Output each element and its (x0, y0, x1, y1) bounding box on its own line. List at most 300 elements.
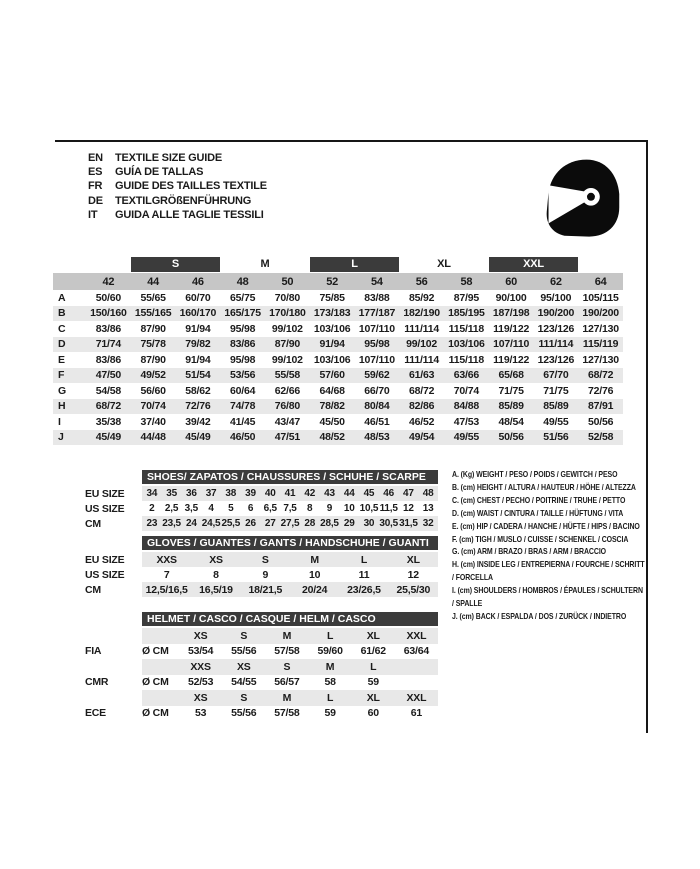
size-value-cell: 83/88 (364, 291, 390, 304)
size-value-cell: 76/80 (274, 400, 301, 413)
helmet-size-cell: XS (193, 691, 208, 704)
table-cell: 28 (304, 518, 316, 529)
textile-size-table (53, 257, 623, 445)
size-value-cell: 87/91 (587, 400, 614, 413)
table-cell: 11,5 (379, 503, 398, 514)
table-row-cells (142, 567, 438, 582)
table-cell: 8 (213, 568, 219, 581)
size-value-cell: 190/200 (582, 307, 619, 320)
textile-row-label: H (58, 400, 66, 413)
table-cell: 4 (208, 503, 214, 514)
size-value-cell: 185/195 (448, 307, 485, 320)
size-value-cell: 78/82 (319, 400, 345, 413)
helmet-size-cell: XS (236, 660, 251, 673)
table-cell: 23,5 (162, 518, 181, 529)
size-value-cell: 63/66 (453, 369, 480, 382)
size-value-cell: 72/76 (587, 384, 614, 397)
size-value-cell: 44/48 (140, 431, 166, 444)
table-cell: 29 (343, 518, 355, 529)
table-cell: 34 (146, 488, 158, 499)
size-value-cell: 95/100 (540, 291, 572, 304)
table-cell: L (360, 553, 368, 566)
size-value-cell: 99/102 (406, 338, 438, 351)
size-value-cell: 45/50 (319, 415, 345, 428)
size-value-cell: 119/122 (493, 322, 530, 335)
legend-item: D. (cm) WAIST / CINTURA / TAILLE / HÜFTUNG / VITA (452, 507, 624, 518)
helmet-size-cell: S (283, 660, 291, 673)
size-value-cell: 45/49 (95, 431, 122, 444)
legend-item: I. (cm) SHOULDERS / HOMBROS / ÉPAULES / SCHULTERN / SPALLE (452, 585, 643, 609)
textile-row (53, 399, 623, 415)
legend-item: J. (cm) BACK / ESPALDA / DOS / ZURÜCK / INDIETRO (452, 610, 627, 621)
size-value-cell: 61/63 (408, 369, 435, 382)
table-cell: 36 (185, 488, 197, 499)
table-cell: 27,5 (280, 518, 300, 529)
size-group-label: XL (437, 258, 451, 270)
textile-row (53, 306, 623, 322)
table-cell: 6,5 (263, 503, 277, 514)
textile-row (53, 368, 623, 384)
size-group-label: L (310, 257, 400, 272)
size-value-cell: 107/110 (358, 353, 395, 366)
size-value-cell: 95/98 (229, 353, 256, 366)
size-value-cell: 111/114 (404, 322, 440, 335)
size-value-cell: 87/95 (453, 291, 480, 304)
language-row (88, 208, 267, 222)
size-value-cell: 39/42 (185, 415, 211, 428)
table-cell: 18/21,5 (248, 583, 283, 596)
size-value-cell: 49/55 (543, 415, 569, 428)
legend-item: F. (cm) TIGH / MUSLO / CUISSE / SCHENKEL / COSCIA (452, 533, 629, 544)
size-value-cell: 46/50 (229, 431, 256, 444)
helmet-value-cell: 59/60 (317, 645, 343, 658)
size-value-cell: 155/165 (134, 307, 172, 320)
size-value-cell: 150/160 (90, 307, 127, 320)
table-cell: 10 (343, 503, 355, 514)
size-value-cell: 173/183 (313, 307, 351, 320)
size-value-cell: 41/45 (229, 415, 256, 428)
table-cell: 48 (422, 488, 434, 499)
size-group-label: M (260, 258, 270, 270)
table-row (85, 501, 438, 516)
size-value-cell: 71/75 (498, 384, 524, 397)
size-value-cell: 53/56 (229, 369, 256, 382)
size-value-cell: 58/62 (185, 384, 211, 397)
size-value-cell: 75/78 (140, 338, 166, 351)
size-group-row (53, 257, 623, 272)
table-cell: 7,5 (283, 503, 297, 514)
language-title: GUIDA ALLE TAGLIE TESSILI (115, 208, 264, 221)
language-header-list (88, 151, 267, 222)
numeric-size-cell: 50 (281, 275, 294, 288)
textile-row (53, 337, 623, 353)
size-value-cell: 115/119 (582, 338, 619, 351)
size-value-cell: 54/58 (95, 384, 122, 397)
size-value-cell: 70/80 (274, 291, 301, 304)
size-value-cell: 60/70 (185, 291, 211, 304)
table-row (85, 552, 438, 567)
size-value-cell: 68/72 (587, 369, 614, 382)
standard-label: FIA (85, 645, 102, 658)
size-value-cell: 99/102 (271, 322, 303, 335)
legend-item: E. (cm) HIP / CADERA / HANCHE / HÜFTE / HIPS / BACINO (452, 520, 640, 531)
table-header-bar: GLOVES / GUANTES / GANTS / HANDSCHUHE / GUANTI (142, 536, 438, 550)
language-row (88, 194, 267, 208)
helmet-value-cell: 55/56 (231, 645, 257, 658)
helmet-unit-label: Ø CM (142, 707, 169, 720)
table-row-cells (142, 659, 438, 675)
table-cell: 44 (343, 488, 355, 499)
size-value-cell: 127/130 (582, 322, 619, 335)
table-cell: 10,5 (359, 503, 379, 514)
table-cell: 39 (245, 488, 256, 499)
size-value-cell: 87/90 (274, 338, 301, 351)
table-row-cells (142, 628, 438, 644)
table-cell: 26 (245, 518, 256, 529)
table-cell: 20/24 (302, 583, 328, 596)
size-value-cell: 67/70 (543, 369, 569, 382)
textile-row (53, 352, 623, 368)
size-value-cell: 66/70 (364, 384, 390, 397)
language-title: GUÍA DE TALLAS (115, 166, 204, 179)
helmet-unit-label: Ø CM (142, 645, 169, 658)
helmet-value-row (85, 644, 438, 660)
language-title: TEXTILE SIZE GUIDE (115, 152, 223, 164)
size-value-cell: 91/94 (185, 322, 211, 335)
size-value-cell: 65/68 (498, 369, 524, 382)
size-value-cell: 107/110 (358, 322, 395, 335)
helmet-value-cell: 52/53 (187, 676, 214, 689)
size-value-cell: 59/62 (364, 369, 390, 382)
size-value-cell: 46/51 (364, 415, 390, 428)
size-value-cell: 74/78 (229, 400, 256, 413)
table-row-label: EU SIZE (85, 487, 125, 500)
size-value-cell: 83/86 (95, 353, 122, 366)
table-cell: 12 (403, 503, 414, 514)
size-value-cell: 46/52 (408, 415, 435, 428)
helmet-size-cell: S (240, 629, 248, 642)
table-row-cells (142, 690, 438, 706)
numeric-size-cell: 58 (460, 275, 473, 288)
table-cell: 10 (309, 568, 321, 581)
helmet-size-cell: XXS (190, 660, 211, 673)
language-row (88, 165, 267, 179)
textile-row (53, 290, 623, 306)
table-row-cells (142, 552, 438, 567)
table-cell: 9 (326, 503, 333, 514)
size-value-cell: 127/130 (582, 353, 619, 366)
table-cell: 45 (363, 488, 375, 499)
size-value-cell: 115/118 (448, 322, 485, 335)
helmet-size-cell: L (326, 629, 334, 642)
size-value-cell: 50/60 (95, 291, 122, 304)
textile-row (53, 414, 623, 430)
size-value-cell: 91/94 (185, 353, 211, 366)
size-value-cell: 82/86 (408, 400, 435, 413)
size-value-cell: 80/84 (364, 400, 390, 413)
size-value-cell: 50/56 (498, 431, 524, 444)
size-value-cell: 90/100 (495, 291, 527, 304)
size-value-cell: 48/53 (364, 431, 390, 444)
table-row (85, 582, 438, 597)
helmet-value-row (85, 706, 438, 722)
table-cell: S (261, 553, 269, 566)
table-cell: 24,5 (201, 518, 221, 529)
table-cell: 37 (205, 488, 217, 499)
size-value-cell: 49/52 (140, 369, 166, 382)
helmet-value-cell: 59 (367, 676, 379, 689)
helmet-table (85, 612, 438, 721)
numeric-size-cell: 54 (370, 275, 383, 288)
helmet-value-cell: 53/54 (187, 645, 214, 658)
table-cell: 11 (358, 568, 370, 581)
textile-row-label: F (58, 369, 65, 382)
textile-row-label: E (58, 353, 65, 366)
legend-item: A. (Kg) WEIGHT / PESO / POIDS / GEWITCH / PESO (452, 469, 618, 479)
size-value-cell: 83/86 (95, 322, 122, 335)
size-value-cell: 64/68 (319, 384, 345, 397)
helmet-size-row (85, 690, 438, 706)
size-value-cell: 105/115 (582, 291, 619, 304)
size-value-cell: 68/72 (408, 384, 435, 397)
size-value-cell: 85/89 (543, 400, 569, 413)
table-cell: 5 (228, 503, 234, 514)
numeric-size-cell: 48 (236, 275, 249, 288)
size-value-cell: 70/74 (140, 400, 166, 413)
size-value-cell: 111/114 (404, 353, 440, 366)
numeric-size-cell: 52 (326, 275, 339, 288)
language-code: DE (88, 194, 103, 207)
helmet-value-cell: 54/55 (231, 676, 257, 689)
legend-item: C. (cm) CHEST / PECHO / POITRINE / TRUHE / PETTO (452, 494, 626, 505)
measurement-legend (452, 468, 646, 623)
helmet-size-cell: XXL (406, 691, 427, 704)
size-value-cell: 83/86 (229, 338, 256, 351)
table-row-label: US SIZE (85, 502, 125, 515)
size-value-cell: 170/180 (269, 307, 306, 320)
table-cell: 3,5 (184, 503, 198, 514)
table-cell: 16,5/19 (199, 583, 233, 596)
size-value-cell: 37/40 (140, 415, 166, 428)
size-value-cell: 87/90 (140, 322, 166, 335)
table-row-label: EU SIZE (85, 553, 125, 566)
helmet-size-row (85, 659, 438, 675)
size-value-cell: 95/98 (364, 338, 390, 351)
numeric-size-cell: 60 (505, 275, 518, 288)
helmet-value-cell: 63/64 (403, 645, 430, 658)
helmet-size-cell: M (325, 660, 335, 673)
numeric-size-cell: 46 (191, 275, 204, 288)
language-code: FR (88, 180, 103, 193)
table-row-cells (142, 516, 438, 531)
helmet-value-row (85, 675, 438, 691)
size-value-cell: 51/54 (185, 369, 211, 382)
helmet-size-cell: XS (193, 629, 208, 642)
size-value-cell: 49/55 (453, 431, 480, 444)
table-row (85, 516, 438, 531)
table-cell: 24 (185, 518, 197, 529)
size-value-cell: 55/58 (274, 369, 301, 382)
language-title: GUIDE DES TAILLES TEXTILE (115, 180, 267, 193)
helmet-size-cell: XXL (406, 629, 427, 642)
size-value-cell: 70/74 (453, 384, 480, 397)
helmet-value-cell: 55/56 (231, 707, 257, 720)
table-cell: 28,5 (320, 518, 339, 529)
table-cell: 43 (324, 488, 335, 499)
table-cell: 7 (163, 568, 170, 581)
table-row-label: US SIZE (85, 568, 125, 581)
language-code: ES (88, 166, 103, 179)
helmet-size-cell: S (240, 691, 248, 704)
size-value-cell: 87/90 (140, 353, 166, 366)
standard-label: ECE (85, 707, 106, 720)
size-value-cell: 65/75 (229, 291, 256, 304)
textile-row-label: D (58, 338, 66, 351)
size-value-cell: 43/47 (274, 415, 301, 428)
size-group-label: S (131, 257, 221, 272)
size-value-cell: 68/72 (95, 400, 122, 413)
size-value-cell: 187/198 (492, 307, 530, 320)
table-cell: 6 (247, 503, 254, 514)
table-cell: 12,5/16,5 (145, 583, 188, 596)
size-value-cell: 75/85 (319, 291, 345, 304)
textile-row-label: G (58, 384, 66, 397)
size-value-cell: 49/54 (408, 431, 435, 444)
helmet-unit-label: Ø CM (142, 676, 169, 689)
legend-item: H. (cm) INSIDE LEG / ENTREPIERNA / FOURCHE / SCHRITT / FORCELLA (452, 559, 645, 583)
shoes-table (85, 470, 438, 531)
language-row (88, 151, 267, 165)
table-cell: 46 (383, 488, 395, 499)
table-header-bar: SHOES/ ZAPATOS / CHAUSSURES / SCHUHE / SCARPE (142, 470, 438, 484)
table-row-cells (142, 582, 438, 597)
table-cell: 2,5 (164, 503, 179, 514)
size-value-cell: 111/114 (538, 338, 574, 351)
helmet-value-cell: 61 (410, 707, 423, 720)
table-cell: XXS (156, 553, 177, 566)
size-value-cell: 48/52 (319, 431, 345, 444)
table-row (85, 486, 438, 501)
language-title: TEXTILGRÖßENFÜHRUNG (115, 194, 252, 207)
textile-row-label: J (58, 431, 64, 444)
helmet-value-cell: 59 (324, 707, 336, 720)
table-cell: 35 (166, 488, 177, 499)
size-value-cell: 123/126 (537, 322, 575, 335)
table-cell: M (310, 553, 319, 566)
table-cell: 30 (363, 518, 375, 529)
gloves-table (85, 536, 438, 597)
table-row-label: CM (85, 583, 101, 596)
helmet-size-row (85, 628, 438, 644)
numeric-size-cell: 44 (147, 275, 160, 288)
language-code: EN (88, 152, 103, 164)
size-value-cell: 182/190 (403, 307, 440, 320)
size-value-cell: 71/75 (543, 384, 569, 397)
size-value-cell: 79/82 (185, 338, 211, 351)
size-value-cell: 165/175 (224, 307, 261, 320)
table-cell: 40 (264, 488, 276, 499)
table-row-cells (142, 675, 438, 691)
table-cell: 30,5 (379, 518, 398, 529)
size-value-cell: 48/54 (498, 415, 524, 428)
size-value-cell: 177/187 (358, 307, 396, 320)
size-value-cell: 51/56 (543, 431, 569, 444)
table-cell: 47 (403, 488, 414, 499)
table-cell: 12 (407, 568, 419, 581)
size-value-cell: 85/92 (408, 291, 435, 304)
table-cell: 41 (284, 488, 296, 499)
helmet-icon-svg (537, 157, 629, 241)
numeric-size-cell: 56 (415, 275, 428, 288)
size-value-cell: 47/50 (95, 369, 122, 382)
helmet-size-cell: XL (366, 629, 380, 642)
table-cell: XL (406, 553, 420, 566)
textile-row-label: B (58, 307, 66, 320)
size-value-cell: 55/65 (140, 291, 166, 304)
helmet-value-cell: 56/57 (274, 676, 300, 689)
helmet-icon (537, 157, 629, 241)
size-value-cell: 99/102 (271, 353, 303, 366)
size-value-cell: 103/106 (448, 338, 485, 351)
size-value-cell: 123/126 (537, 353, 575, 366)
table-cell: 32 (422, 518, 434, 529)
size-value-cell: 57/60 (319, 369, 345, 382)
table-cell: 38 (225, 488, 237, 499)
size-group-label: XXL (489, 257, 579, 272)
size-value-cell: 71/74 (95, 338, 122, 351)
size-value-cell: 95/98 (229, 322, 256, 335)
size-value-cell: 47/53 (453, 415, 480, 428)
helmet-value-cell: 58 (324, 676, 336, 689)
size-value-cell: 62/66 (274, 384, 301, 397)
size-value-cell: 52/58 (587, 431, 614, 444)
size-value-cell: 47/51 (274, 431, 301, 444)
numeric-size-cell: 42 (102, 275, 115, 288)
table-cell: 25,5 (221, 518, 241, 529)
table-cell: 27 (264, 518, 276, 529)
table-row (85, 567, 438, 582)
size-value-cell: 160/170 (179, 307, 217, 320)
table-cell: XS (209, 553, 223, 566)
size-value-cell: 45/49 (185, 431, 211, 444)
textile-row (53, 321, 623, 337)
numeric-size-row (53, 273, 623, 290)
size-value-cell: 190/200 (537, 307, 575, 320)
size-value-cell: 50/56 (587, 415, 614, 428)
helmet-size-cell: L (326, 691, 334, 704)
size-value-cell: 72/76 (185, 400, 211, 413)
textile-row-label: I (58, 415, 61, 428)
table-cell: 25,5/30 (396, 583, 431, 596)
table-cell: 31,5 (399, 518, 418, 529)
helmet-size-cell: M (282, 629, 292, 642)
helmet-value-cell: 61/62 (360, 645, 386, 658)
helmet-size-cell: M (282, 691, 292, 704)
table-cell: 13 (422, 503, 434, 514)
numeric-size-cell: 62 (549, 275, 562, 288)
textile-row-label: C (58, 322, 66, 335)
table-cell: 9 (262, 568, 269, 581)
table-cell: 42 (304, 488, 316, 499)
table-cell: 2 (149, 503, 155, 514)
table-row-cells (142, 644, 438, 660)
textile-row (53, 430, 623, 446)
table-cell: 8 (307, 503, 313, 514)
legend-item: G. (cm) ARM / BRAZO / BRAS / ARM / BRACCIO (452, 546, 607, 557)
size-value-cell: 115/118 (448, 353, 485, 366)
size-value-cell: 35/38 (95, 415, 122, 428)
table-header-bar: HELMET / CASCO / CASQUE / HELM / CASCO (142, 612, 438, 626)
